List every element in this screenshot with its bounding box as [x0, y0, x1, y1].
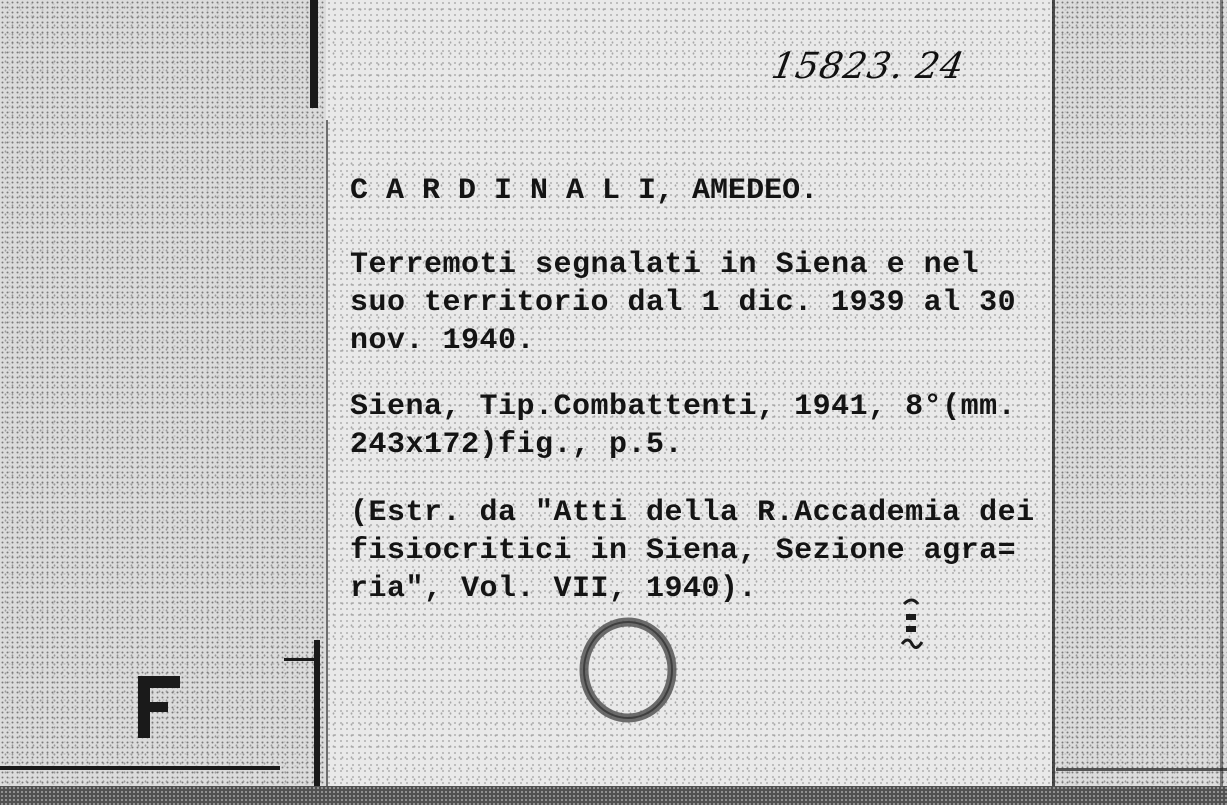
title-line: nov. 1940. [350, 324, 536, 358]
imprint-line: 243x172)fig., p.5. [350, 428, 684, 462]
title-block [350, 246, 1016, 360]
title-line: Terremoti segnalati in Siena e nel [350, 248, 980, 282]
left-card-edge-lower [314, 640, 320, 790]
note-line: fisiocritici in Siena, Sezione agra= [350, 534, 1017, 568]
left-tray-tick [284, 658, 318, 661]
left-card-edge [310, 0, 318, 108]
note-block [350, 494, 1035, 608]
card-right-border [1052, 0, 1055, 790]
card-left-border [326, 120, 328, 786]
bottom-scan-strip [0, 786, 1227, 805]
note-line: ria", Vol. VII, 1940). [350, 572, 758, 606]
imprint-block [350, 388, 1016, 464]
author-heading: C A R D I N A L I, AMEDEO. [350, 174, 819, 208]
stamp-o [578, 616, 678, 724]
title-line: suo territorio dal 1 dic. 1939 al 30 [350, 286, 1017, 320]
accession-number: 15823. 24 [768, 46, 968, 87]
right-card-edge [1220, 0, 1223, 790]
right-tray-line [1056, 768, 1227, 771]
tray-letter-f [134, 674, 184, 740]
note-line: (Estr. da "Atti della R.Accademia dei [350, 496, 1035, 530]
margin-mark [898, 596, 924, 656]
left-tray-line [0, 766, 280, 770]
imprint-line: Siena, Tip.Combattenti, 1941, 8°(mm. [350, 390, 1017, 424]
